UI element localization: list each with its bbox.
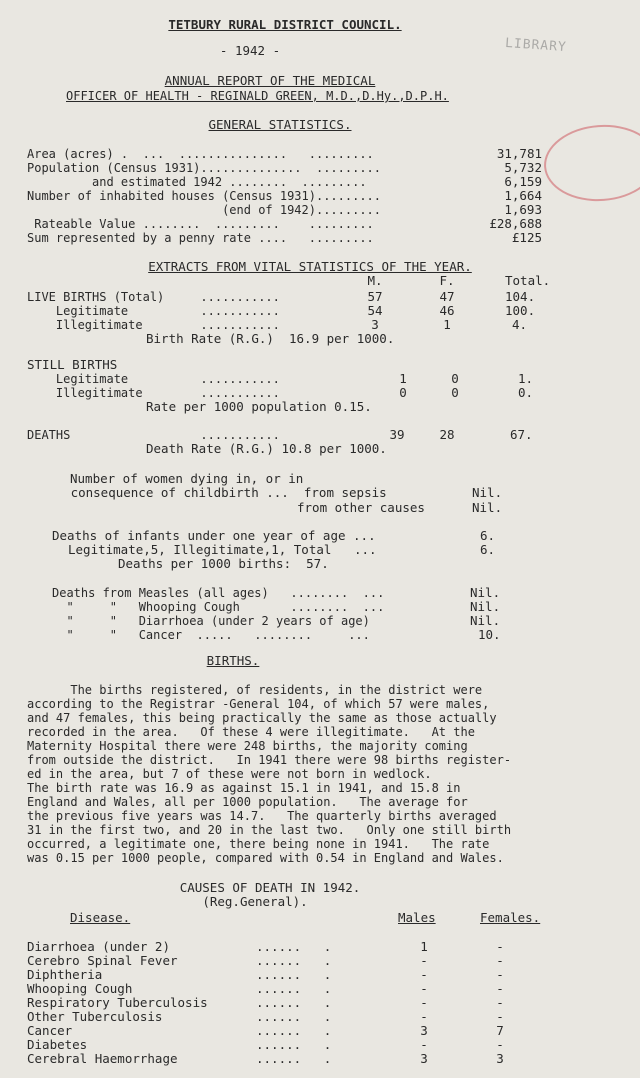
general-row-value: £28,688 <box>489 216 542 231</box>
males-count: - <box>420 1037 428 1052</box>
disease-death-label: " " Whooping Cough ........ ... <box>52 600 385 614</box>
infant-deaths-line2: Legitimate,5, Illegitimate,1, Total ... <box>68 542 377 557</box>
col-total-header: Total. <box>505 273 551 288</box>
females-count: - <box>496 1009 504 1024</box>
disease-name: Cerebro Spinal Fever <box>27 953 178 968</box>
general-row-label: Rateable Value ........ ......... ......... <box>27 217 374 231</box>
illegitimate-births-total: 4. <box>512 317 528 332</box>
legitimate-births-m: 54 <box>367 303 383 318</box>
row-leader: ...... . <box>256 953 332 968</box>
still-illegitimate-total: 0. <box>518 385 534 400</box>
row-leader: ...... . <box>256 995 332 1010</box>
births-line: from outside the district. In 1941 there were 98 births register- <box>27 753 512 767</box>
general-row-value: 1,693 <box>504 202 542 217</box>
disease-name: Whooping Cough <box>27 981 133 996</box>
illegitimate-births-m: 3 <box>371 317 379 332</box>
row-leader: ...... . <box>256 1051 332 1066</box>
birth-rate: Birth Rate (R.G.) 16.9 per 1000. <box>146 331 395 346</box>
infant-deaths-value: 6. <box>480 528 496 543</box>
deaths-m: 39 <box>389 427 405 442</box>
still-legitimate-f: 0 <box>451 371 459 386</box>
males-count: - <box>420 953 428 968</box>
live-births-f: 47 <box>439 289 455 304</box>
childbirth-other-value: Nil. <box>472 500 503 515</box>
births-line: The births registered, of residents, in the district were <box>27 683 483 697</box>
births-line: Maternity Hospital there were 248 births, the majority coming <box>27 739 468 753</box>
still-legitimate-m: 1 <box>399 371 407 386</box>
general-statistics-heading: GENERAL STATISTICS. <box>208 117 352 132</box>
row-leader: ...... . <box>256 967 332 982</box>
females-count: - <box>496 995 504 1010</box>
still-illegitimate-m: 0 <box>399 385 407 400</box>
col-males-header: M. <box>367 273 383 288</box>
disease-death-value: Nil. <box>470 613 501 628</box>
live-births-m: 57 <box>367 289 383 304</box>
general-row-value: 1,664 <box>504 188 542 203</box>
females-count: - <box>496 939 504 954</box>
deaths-total: 67. <box>510 427 533 442</box>
infant-deaths-total: 6. <box>480 542 496 557</box>
males-count: 1 <box>420 939 428 954</box>
col-females-header: Females. <box>480 910 541 925</box>
general-row-value: 31,781 <box>496 146 542 161</box>
childbirth-line3: from other causes <box>297 500 425 515</box>
childbirth-sepsis-value: Nil. <box>472 485 503 500</box>
general-row-label: Area (acres) . ... ............... ......... <box>27 147 374 161</box>
disease-death-value: Nil. <box>470 585 501 600</box>
live-births-label: LIVE BIRTHS (Total) ........... <box>27 290 280 304</box>
still-illegitimate-label: Illegitimate ........... <box>27 386 280 400</box>
general-row-value: 6,159 <box>504 174 542 189</box>
births-line: the previous five years was 14.7. The quarterly births averaged <box>27 809 497 823</box>
females-count: 3 <box>496 1051 504 1066</box>
males-count: - <box>420 981 428 996</box>
row-leader: ...... . <box>256 939 332 954</box>
births-line: according to the Registrar -General 104, of which 57 were males, <box>27 697 490 711</box>
disease-name: Diabetes <box>27 1037 88 1052</box>
disease-name: Diphtheria <box>27 967 103 982</box>
general-row-label: Population (Census 1931).............. ......... <box>27 161 382 175</box>
infant-deaths-rate: Deaths per 1000 births: 57. <box>118 556 329 571</box>
males-count: 3 <box>420 1023 428 1038</box>
males-count: - <box>420 995 428 1010</box>
general-row-value: 5,732 <box>504 160 542 175</box>
report-year: - 1942 - <box>219 43 281 58</box>
illegitimate-births-f: 1 <box>443 317 451 332</box>
females-count: - <box>496 1037 504 1052</box>
deaths-label: DEATHS ........... <box>27 428 280 442</box>
disease-name: Other Tuberculosis <box>27 1009 163 1024</box>
disease-name: Respiratory Tuberculosis <box>27 995 208 1010</box>
row-leader: ...... . <box>256 1009 332 1024</box>
general-row-label: Number of inhabited houses (Census 1931)......... <box>27 189 382 203</box>
disease-death-label: " " Diarrhoea (under 2 years of age) <box>52 614 370 628</box>
causes-subheading: (Reg.General). <box>202 894 308 909</box>
births-heading: BIRTHS. <box>206 653 260 668</box>
deaths-f: 28 <box>439 427 455 442</box>
females-count: - <box>496 981 504 996</box>
illegitimate-births-label: Illegitimate ........... <box>27 318 280 332</box>
males-count: - <box>420 967 428 982</box>
legitimate-births-label: Legitimate ........... <box>27 304 280 318</box>
still-births-label: STILL BIRTHS <box>27 357 118 372</box>
vital-statistics-heading: EXTRACTS FROM VITAL STATISTICS OF THE YEAR. <box>148 259 472 274</box>
col-females-header: F. <box>439 273 455 288</box>
females-count: - <box>496 953 504 968</box>
row-leader: ...... . <box>256 1023 332 1038</box>
males-count: - <box>420 1009 428 1024</box>
legitimate-births-f: 46 <box>439 303 455 318</box>
females-count: - <box>496 967 504 982</box>
general-row-label: (end of 1942)......... <box>27 203 382 217</box>
report-title-line2: OFFICER OF HEALTH - REGINALD GREEN, M.D.,D.Hy.,D.P.H. <box>66 89 449 103</box>
still-birth-rate: Rate per 1000 population 0.15. <box>146 399 372 414</box>
live-births-total: 104. <box>505 289 536 304</box>
births-line: and 47 females, this being practically the same as those actually <box>27 711 497 725</box>
report-title-line1: ANNUAL REPORT OF THE MEDICAL <box>164 73 376 88</box>
row-leader: ...... . <box>256 1037 332 1052</box>
females-count: 7 <box>496 1023 504 1038</box>
red-circular-stamp <box>541 121 640 205</box>
disease-death-value: 10. <box>478 627 501 642</box>
births-line: recorded in the area. Of these 4 were illegitimate. At the <box>27 725 475 739</box>
still-legitimate-total: 1. <box>518 371 534 386</box>
births-line: occurred, a legitimate one, there being none in 1941. The rate <box>27 837 490 851</box>
council-title: TETBURY RURAL DISTRICT COUNCIL. <box>168 17 402 32</box>
col-disease-header: Disease. <box>70 910 131 925</box>
births-line: The birth rate was 16.9 as against 15.1 in 1941, and 15.8 in <box>27 781 461 795</box>
causes-heading: CAUSES OF DEATH IN 1942. <box>179 880 361 895</box>
disease-death-label: " " Cancer ..... ........ ... <box>52 628 370 642</box>
births-line: England and Wales, all per 1000 population. The average for <box>27 795 468 809</box>
row-leader: ...... . <box>256 981 332 996</box>
general-row-label: Sum represented by a penny rate .... ......... <box>27 231 374 245</box>
still-illegitimate-f: 0 <box>451 385 459 400</box>
infant-deaths-line1: Deaths of infants under one year of age ... <box>52 528 376 543</box>
death-rate: Death Rate (R.G.) 10.8 per 1000. <box>146 441 387 456</box>
disease-name: Cerebral Haemorrhage <box>27 1051 178 1066</box>
library-stamp: LIBRARY <box>504 35 568 56</box>
legitimate-births-total: 100. <box>505 303 536 318</box>
disease-death-value: Nil. <box>470 599 501 614</box>
general-row-label: and estimated 1942 ........ ......... <box>27 175 367 189</box>
childbirth-line2: consequence of childbirth ... from sepsis <box>48 485 387 500</box>
males-count: 3 <box>420 1051 428 1066</box>
childbirth-line1: Number of women dying in, or in <box>70 471 304 486</box>
general-row-value: £125 <box>511 230 542 245</box>
col-males-header: Males <box>398 910 436 925</box>
disease-death-label: Deaths from Measles (all ages) ........ ... <box>52 586 385 600</box>
still-legitimate-label: Legitimate ........... <box>27 372 280 386</box>
disease-name: Diarrhoea (under 2) <box>27 939 170 954</box>
births-line: 31 in the first two, and 20 in the last two. Only one still birth <box>27 823 512 837</box>
births-line: ed in the area, but 7 of these were not born in wedlock. <box>27 767 432 781</box>
births-line: was 0.15 per 1000 people, compared with 0.54 in England and Wales. <box>27 851 504 865</box>
disease-name: Cancer <box>27 1023 73 1038</box>
